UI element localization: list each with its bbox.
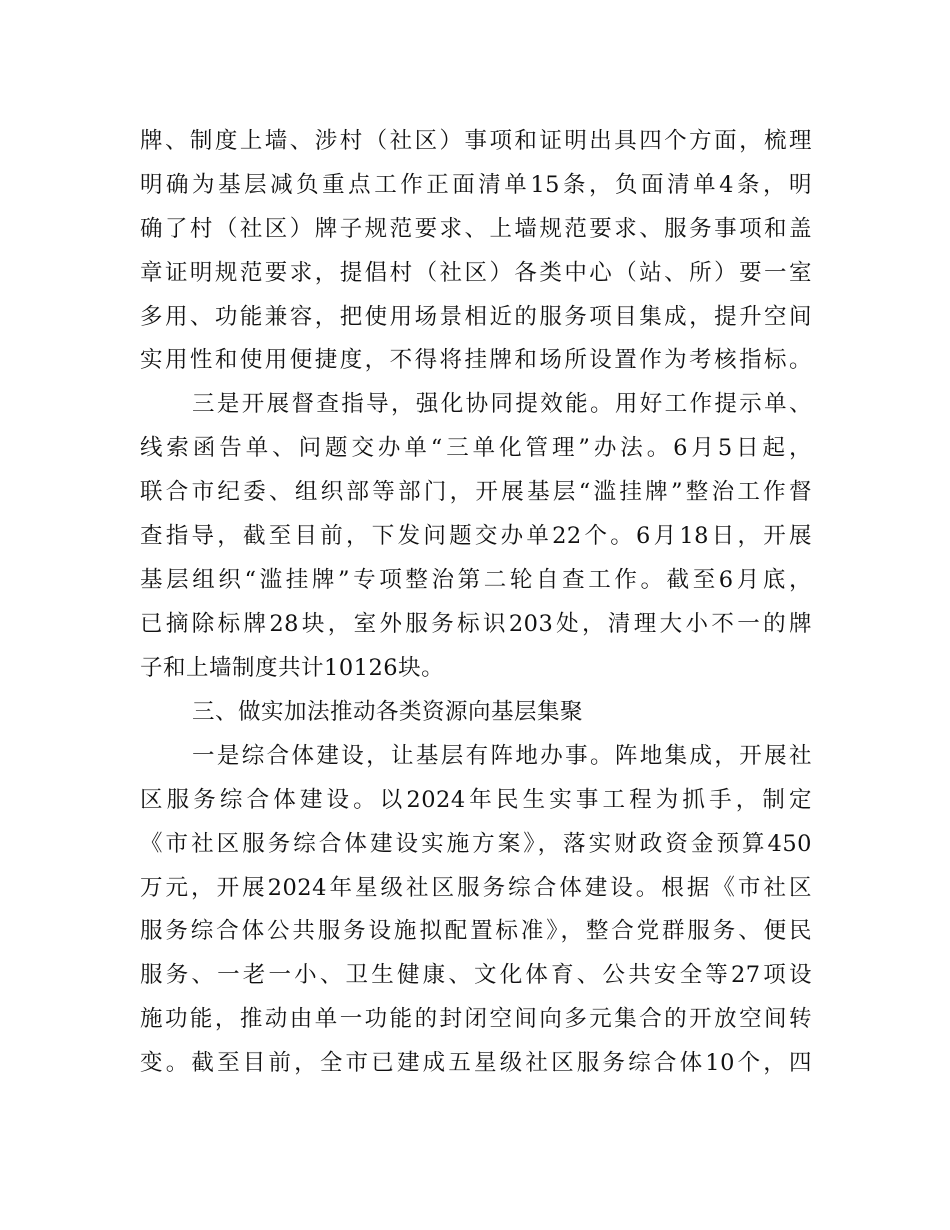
text-line: 线索函告单、问题交办单“三单化管理”办法。6月5日起，: [140, 435, 812, 461]
paragraph-first-line: 一是综合体建设，让基层有阵地办事。阵地集成，开展社: [192, 743, 812, 769]
text-line: 子和上墙制度共计10126块。: [140, 655, 445, 681]
text-line: 《市社区服务综合体建设实施方案》，落实财政资金预算450: [140, 831, 812, 857]
paragraph-first-line: 三是开展督查指导，强化协同提效能。用好工作提示单、: [192, 391, 812, 417]
text-line: 基层组织“滥挂牌”专项整治第二轮自查工作。截至6月底，: [140, 567, 812, 593]
text-line: 施功能，推动由单一功能的封闭空间向多元集合的开放空间转: [140, 1006, 812, 1032]
text-line: 联合市纪委、组织部等部门，开展基层“滥挂牌”整治工作督: [140, 479, 812, 505]
text-line: 变。截至目前，全市已建成五星级社区服务综合体10个，四: [140, 1050, 812, 1076]
text-line: 明确为基层减负重点工作正面清单15条，负面清单4条，明: [140, 172, 812, 198]
text-line: 查指导，截至目前，下发问题交办单22个。6月18日，开展: [140, 523, 812, 549]
text-line: 章证明规范要求，提倡村（社区）各类中心（站、所）要一室: [140, 260, 812, 286]
text-line: 确了村（社区）牌子规范要求、上墙规范要求、服务事项和盖: [140, 216, 812, 242]
text-line: 实用性和使用便捷度，不得将挂牌和场所设置作为考核指标。: [140, 347, 812, 373]
text-line: 服务、一老一小、卫生健康、文化体育、公共安全等27项设: [140, 962, 812, 988]
text-line: 万元，开展2024年星级社区服务综合体建设。根据《市社区: [140, 875, 812, 901]
text-line: 牌、制度上墙、涉村（社区）事项和证明出具四个方面，梳理: [140, 128, 812, 154]
text-line: 已摘除标牌28块，室外服务标识203处，清理大小不一的牌: [140, 611, 812, 637]
text-line: 区服务综合体建设。以2024年民生实事工程为抓手，制定: [140, 787, 812, 813]
text-line: 多用、功能兼容，把使用场景相近的服务项目集成，提升空间: [140, 304, 812, 330]
section-heading: 三、做实加法推动各类资源向基层集聚: [192, 699, 584, 725]
text-line: 服务综合体公共服务设施拟配置标准》，整合党群服务、便民: [140, 918, 812, 944]
